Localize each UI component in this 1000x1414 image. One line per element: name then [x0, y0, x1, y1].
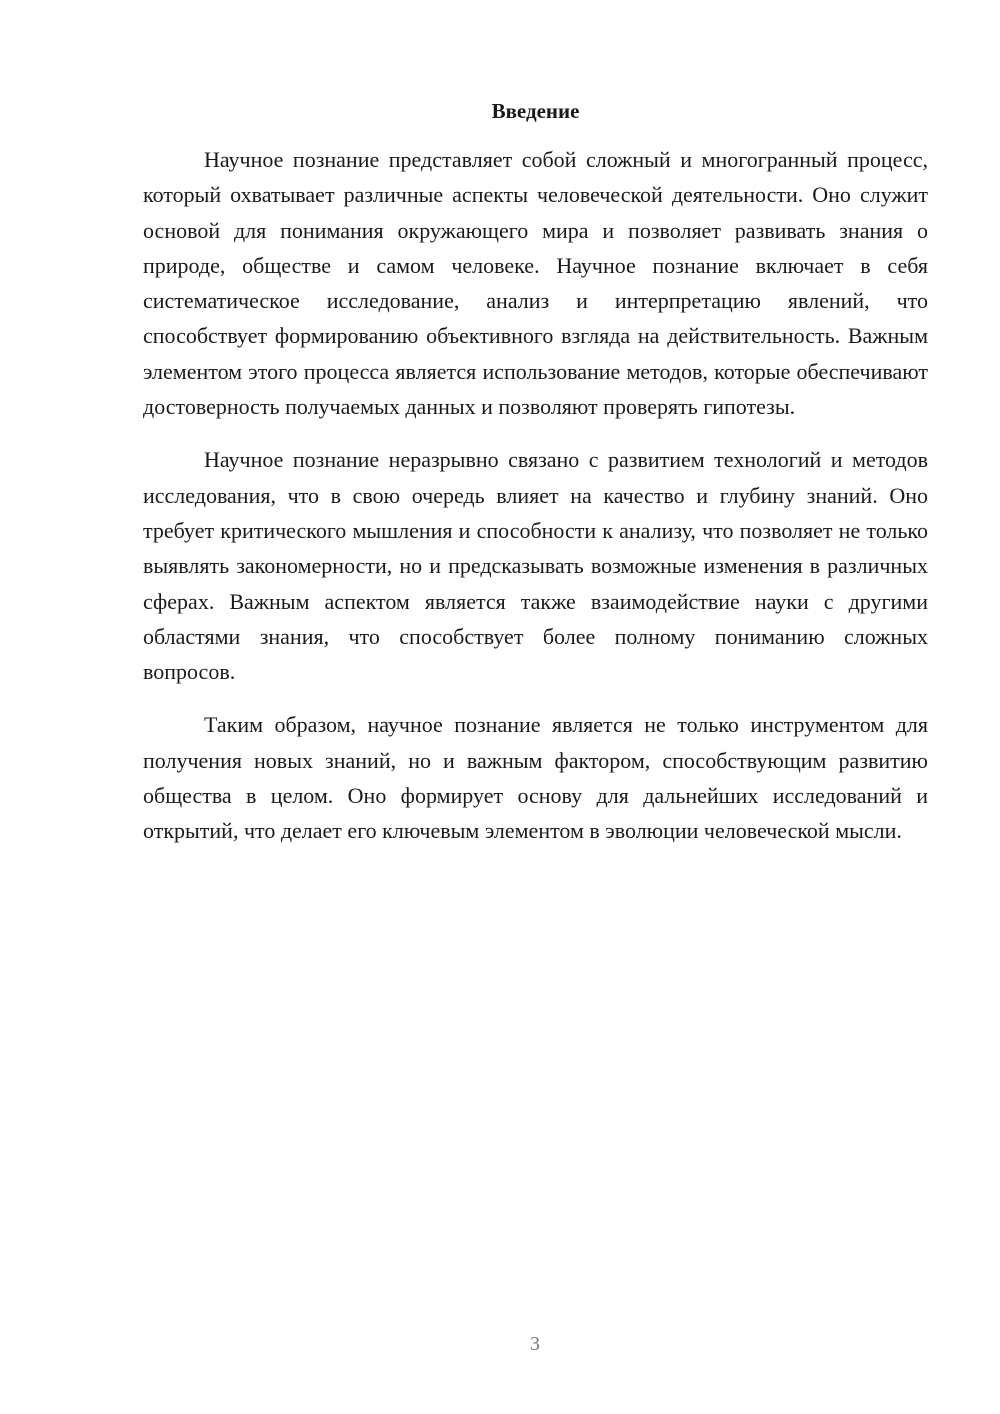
paragraph-3: Таким образом, научное познание является не только инструментом для получения новых знаний, но и важным фактором, способствующим развитию общества в целом. Оно формирует основу для дальнейших исследований и открытий, что делает его ключевым элементом в эволюции человеческой мысли.: [143, 712, 928, 844]
paragraph-1: Научное познание представляет собой сложный и многогранный процесс, который охватывает различные аспекты человеческой деятельности. Оно служит основой для понимания окружающего мира и позволяет развивать знания о природе, обществе и самом человеке. Научное познание включает в себя систематическое исследование, анализ и интерпретацию явлений, что способствует формированию объективного взгляда на действительность. Важным элементом этого процесса является использование методов, которые обеспечивают достоверность получаемых данных и позволяют проверять гипотезы.: [143, 147, 928, 420]
section-title: Введение: [491, 99, 580, 123]
body-text: [143, 142, 928, 867]
page-number: 3: [530, 1333, 540, 1355]
paragraph-2: Научное познание неразрывно связано с развитием технологий и методов исследования, что в свою очередь влияет на качество и глубину знаний. Оно требует критического мышления и способности к анализу, что позволяет не только выявлять закономерности, но и предсказывать возможные изменения в различных сферах. Важным аспектом является также взаимодействие науки с другими областями знания, что способствует более полному пониманию сложных вопросов.: [143, 447, 928, 685]
